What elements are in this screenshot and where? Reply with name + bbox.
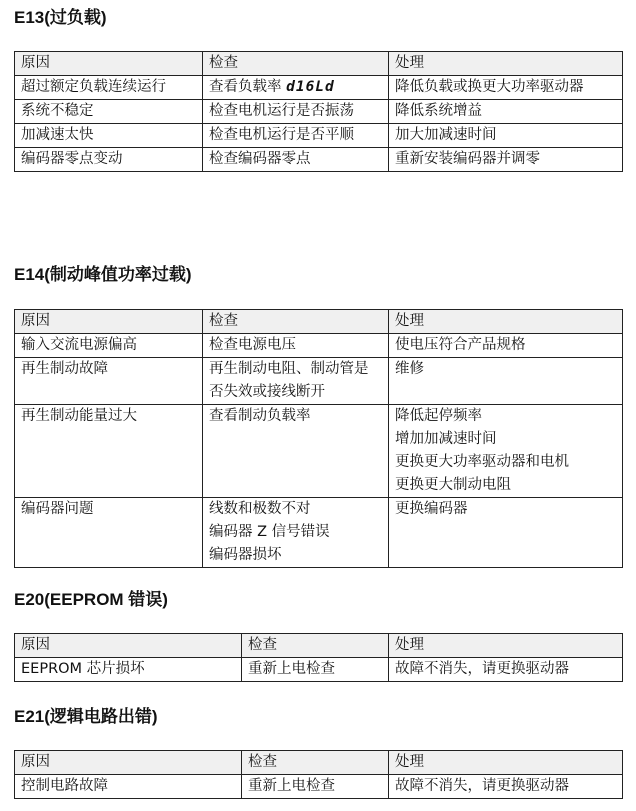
- table-row: [15, 334, 623, 358]
- table-row: [15, 76, 623, 100]
- header-check: 检查: [242, 634, 389, 658]
- table-row: [15, 498, 623, 568]
- cause-cell: 编码器零点变动: [15, 148, 203, 172]
- check-text: 查看负载率: [209, 79, 282, 95]
- table-row: [15, 658, 623, 682]
- table-header-row: [15, 52, 623, 76]
- action-cell: 故障不消失，请更换驱动器: [389, 775, 623, 799]
- check-cell: 重新上电检查: [242, 775, 389, 799]
- e14-table: [14, 309, 623, 568]
- action-cell: 降低系统增益: [389, 100, 623, 124]
- header-cause: 原因: [15, 634, 242, 658]
- section-title-e21: E21(逻辑电路出错): [14, 707, 158, 726]
- action-cell: 降低负载或换更大功率驱动器: [389, 76, 623, 100]
- e13-table: [14, 51, 623, 172]
- cause-cell: 控制电路故障: [15, 775, 242, 799]
- cause-cell: 输入交流电源偏高: [15, 334, 203, 358]
- action-cell: [389, 405, 623, 498]
- header-action: 处理: [389, 751, 623, 775]
- header-cause: 原因: [15, 310, 203, 334]
- table-header-row: [15, 751, 623, 775]
- table-header-row: [15, 310, 623, 334]
- header-check: 检查: [242, 751, 389, 775]
- check-cell: 检查电机运行是否平顺: [203, 124, 389, 148]
- table-row: [15, 148, 623, 172]
- section-title-e13: E13(过负载): [14, 8, 107, 27]
- check-cell: 检查编码器零点: [203, 148, 389, 172]
- action-line: 降低起停频率: [395, 408, 482, 424]
- cause-cell: 编码器问题: [15, 498, 203, 568]
- header-cause: 原因: [15, 52, 203, 76]
- header-action: 处理: [389, 634, 623, 658]
- check-cell: 重新上电检查: [242, 658, 389, 682]
- table-row: [15, 405, 623, 498]
- e20-table: [14, 633, 623, 682]
- check-line: 编码器损坏: [209, 547, 282, 563]
- table-header-row: [15, 634, 623, 658]
- action-cell: 重新安装编码器并调零: [389, 148, 623, 172]
- action-cell: 维修: [389, 358, 623, 405]
- action-cell: 使电压符合产品规格: [389, 334, 623, 358]
- check-cell: 查看制动负载率: [203, 405, 389, 498]
- header-check: 检查: [203, 52, 389, 76]
- table-row: [15, 100, 623, 124]
- e21-table: [14, 750, 623, 799]
- check-cell: [203, 498, 389, 568]
- header-check: 检查: [203, 310, 389, 334]
- check-cell: 检查电机运行是否振荡: [203, 100, 389, 124]
- table-row: [15, 358, 623, 405]
- cause-cell: 再生制动故障: [15, 358, 203, 405]
- cause-cell: 加减速太快: [15, 124, 203, 148]
- table-row: [15, 775, 623, 799]
- check-cell: 检查电源电压: [203, 334, 389, 358]
- check-cell: 再生制动电阻、制动管是否失效或接线断开: [203, 358, 389, 405]
- load-rate-code: d16Ld: [286, 79, 335, 95]
- cause-cell: 系统不稳定: [15, 100, 203, 124]
- section-title-e14: E14(制动峰值功率过载): [14, 265, 192, 284]
- header-action: 处理: [389, 52, 623, 76]
- header-cause: 原因: [15, 751, 242, 775]
- action-line: 更换更大制动电阻: [395, 477, 511, 493]
- section-title-e20: E20(EEPROM 错误): [14, 590, 168, 609]
- action-line: 增加加减速时间: [395, 431, 497, 447]
- action-cell: 加大加减速时间: [389, 124, 623, 148]
- check-line: 线数和极数不对: [209, 501, 311, 517]
- action-cell: 更换编码器: [389, 498, 623, 568]
- table-row: [15, 124, 623, 148]
- action-line: 更换更大功率驱动器和电机: [395, 454, 569, 470]
- header-action: 处理: [389, 310, 623, 334]
- cause-cell: 再生制动能量过大: [15, 405, 203, 498]
- action-cell: 故障不消失，请更换驱动器: [389, 658, 623, 682]
- cause-cell: EEPROM 芯片损坏: [15, 658, 242, 682]
- cause-cell: 超过额定负载连续运行: [15, 76, 203, 100]
- check-cell: [203, 76, 389, 100]
- check-line: 编码器 Z 信号错误: [209, 524, 330, 540]
